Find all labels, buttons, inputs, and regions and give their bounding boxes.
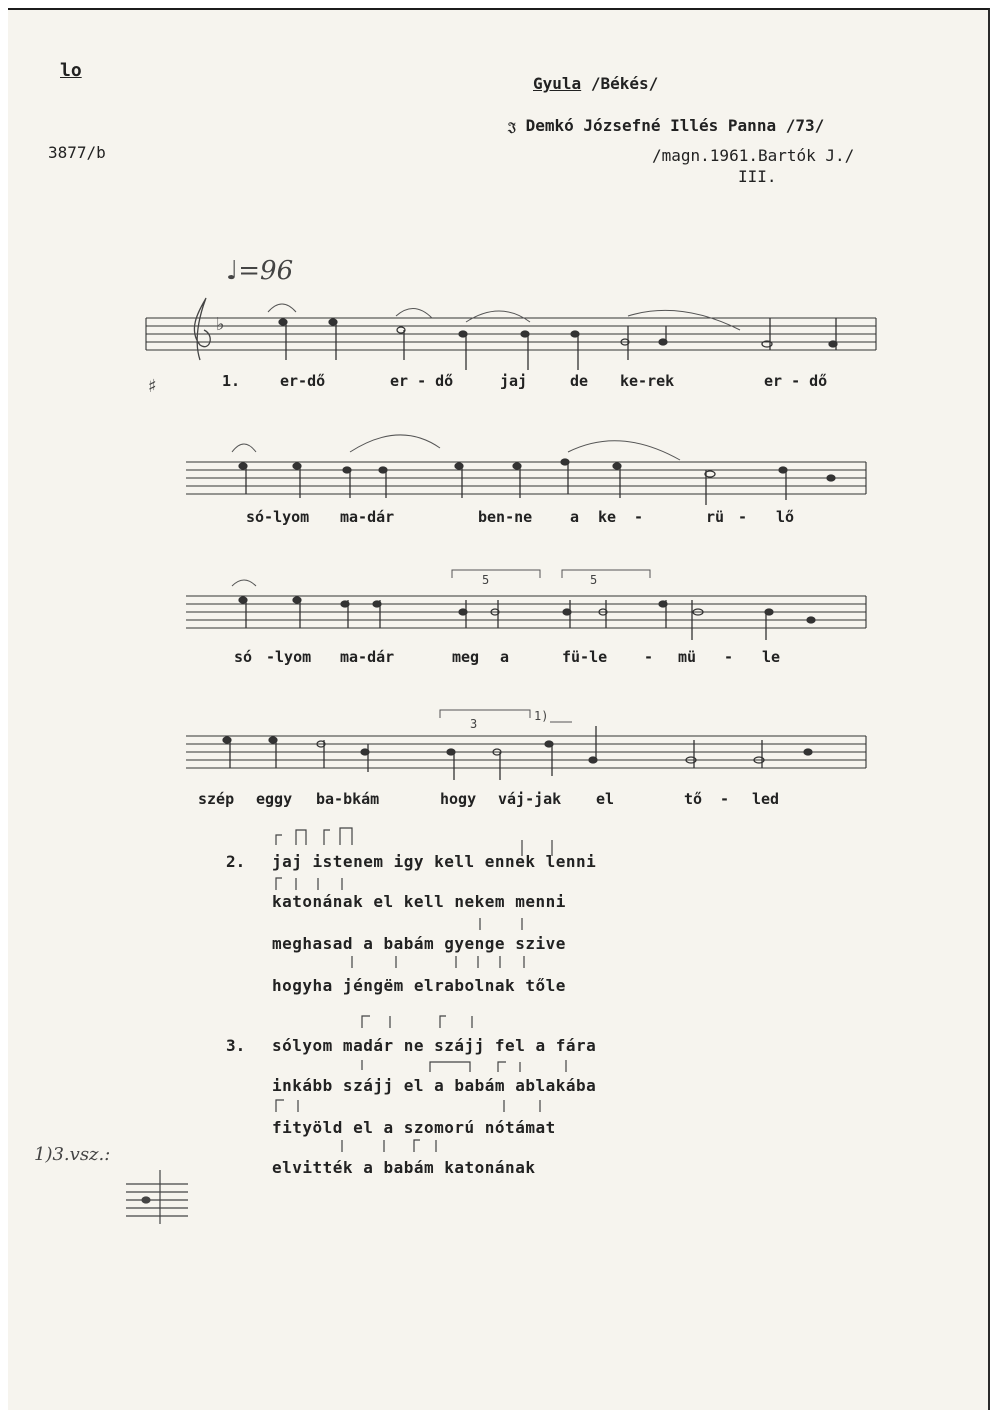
county: /Békés/ — [590, 74, 659, 93]
lyric: - — [720, 790, 730, 808]
tempo-marking: ♩=96 — [226, 256, 294, 286]
verse-line: jaj istenem igy kell ennek lenni — [272, 852, 597, 871]
lyric: rü — [706, 508, 725, 526]
lyric: ma-dár — [340, 648, 395, 666]
lyric: jaj — [500, 372, 528, 390]
lyric: ba-bkám — [316, 790, 380, 808]
lyric: szép — [198, 790, 235, 808]
lyric: fü-le — [562, 648, 608, 666]
singer-mark: 𝔍 — [508, 120, 516, 135]
lyric: eggy — [256, 790, 293, 808]
tuplets-system-3 — [232, 570, 650, 586]
lyric: hogy — [440, 790, 477, 808]
lyric: led — [752, 790, 780, 808]
singer-name: Demkó Józsefné Illés Panna /73/ — [525, 116, 825, 135]
lyric: váj-jak — [498, 790, 562, 808]
verse-1-number: 1. — [222, 372, 241, 390]
verse-2-number: 2. — [226, 852, 246, 871]
footnote-label: 1)3.vsz.: — [34, 1144, 111, 1165]
lyric: a — [500, 648, 510, 666]
page-number: lo — [60, 60, 82, 81]
treble-clef — [194, 298, 210, 360]
tuplets-system-4 — [440, 710, 572, 722]
lyric: - — [634, 508, 644, 526]
volume-number: III. — [738, 167, 777, 186]
tuplet-5a: 5 — [482, 573, 490, 587]
lyric: tő — [684, 790, 703, 808]
lyric: só — [234, 648, 253, 666]
lyric: ma-dár — [340, 508, 395, 526]
recording-info: /magn.1961.Bartók J./ — [652, 146, 855, 165]
lyric: meg — [452, 648, 480, 666]
lyric: de — [570, 372, 589, 390]
verse-line: inkább szájj el a babám ablakába — [272, 1076, 597, 1095]
place: Gyula — [533, 74, 582, 93]
lyric: mü — [678, 648, 697, 666]
notes-system-4 — [223, 726, 812, 780]
lyric: ben-ne — [478, 508, 533, 526]
lyric: -lyom — [266, 648, 312, 666]
lyric: el — [596, 790, 615, 808]
slurs-system-2 — [232, 435, 680, 460]
verse-line: sólyom madár ne szájj fel a fára — [272, 1036, 597, 1055]
lyric: só-lyom — [246, 508, 310, 526]
lyric: lő — [776, 508, 795, 526]
lyric: ke — [598, 508, 617, 526]
staff-system-2 — [186, 462, 866, 494]
verse-line: katonának el kell nekem menni — [272, 892, 566, 911]
flat-sign: ♭ — [216, 314, 225, 335]
verse-line: meghasad a babám gyenge szive — [272, 934, 566, 953]
staff-system-4 — [186, 736, 866, 768]
lyric: er-dő — [280, 372, 326, 390]
verse-line: elvitték a babám katonának — [272, 1158, 536, 1177]
lyric: - — [724, 648, 734, 666]
lyric: - — [644, 648, 654, 666]
lyric: a — [570, 508, 580, 526]
staff-system-1 — [146, 318, 876, 350]
verse-line: fityöld el a szomorú nótámat — [272, 1118, 556, 1137]
lyric: ke-rek — [620, 372, 675, 390]
sharp-sign: ♯ — [148, 376, 157, 397]
lyric: er - dő — [390, 372, 454, 390]
lyric: er - dő — [764, 372, 828, 390]
verse-3-number: 3. — [226, 1036, 246, 1055]
staff-system-3 — [186, 596, 866, 628]
tuplet-5b: 5 — [590, 573, 598, 587]
footnote-mark: 1) — [534, 709, 549, 723]
lyric: le — [762, 648, 781, 666]
lyric: - — [738, 508, 748, 526]
verse-line: hogyha jéngëm elrabolnak tőle — [272, 976, 566, 995]
notes-system-2 — [239, 459, 835, 505]
tuplet-3: 3 — [470, 717, 478, 731]
catalog-id: 3877/b — [48, 143, 106, 162]
footnote-staff — [126, 1170, 188, 1224]
